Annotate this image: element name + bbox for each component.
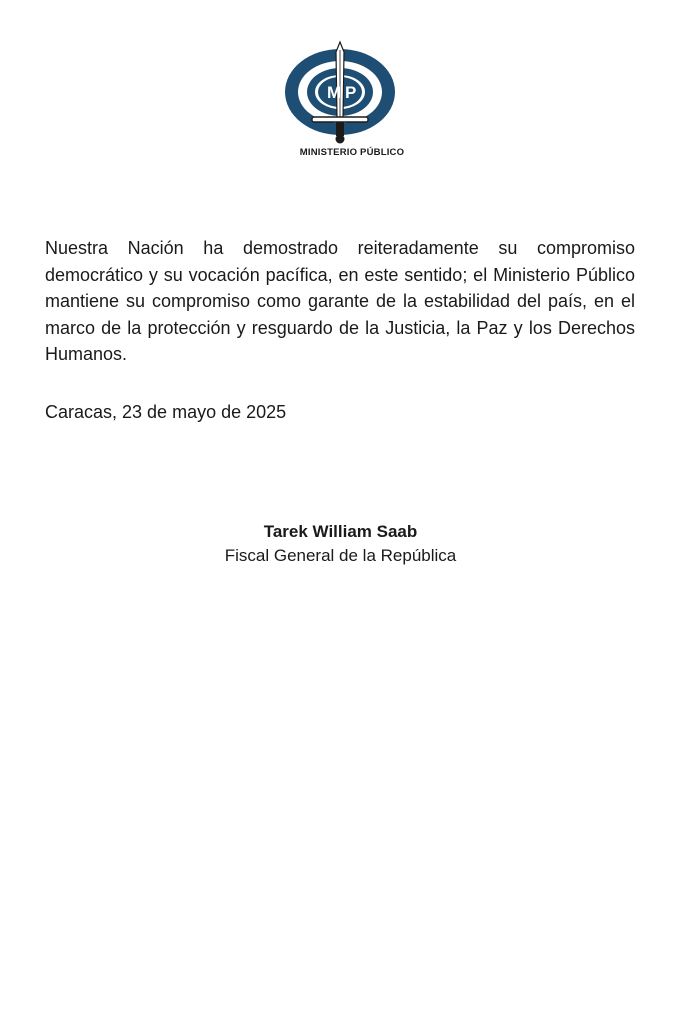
ministerio-publico-logo (278, 40, 402, 164)
svg-text:M: M (327, 83, 342, 102)
sword-emblem-icon (278, 40, 402, 164)
svg-text:P: P (345, 83, 357, 102)
signer-name: Tarek William Saab (263, 522, 418, 541)
signer-title: Fiscal General de la República (224, 546, 457, 565)
statement-paragraph: Nuestra Nación ha demostrado reiteradamente su compromiso democrático y su vocación pacífica, en este sentido; el Ministerio Público mantiene su compromiso como garante de la estabilidad del país, en el marco de la protección y resguardo de la Justicia, la Paz y los Derechos Humanos. (45, 238, 635, 364)
date-line: Caracas, 23 de mayo de 2025 (45, 402, 287, 422)
signature-block (0, 520, 682, 568)
logo-caption: MINISTERIO PÚBLICO (299, 147, 405, 158)
